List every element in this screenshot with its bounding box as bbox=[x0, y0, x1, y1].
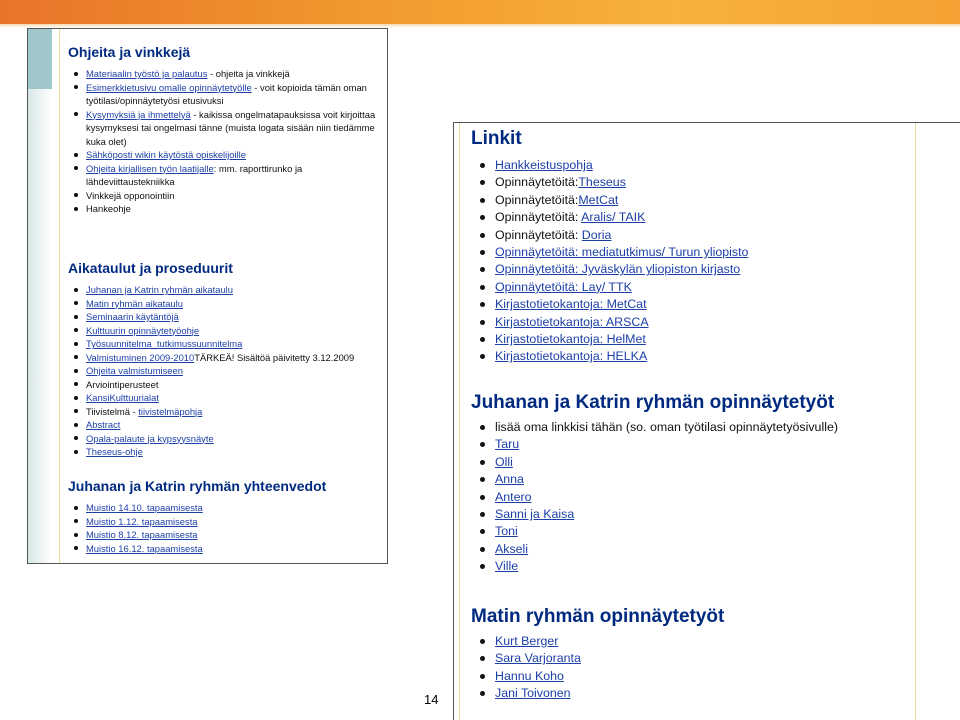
list-item-link[interactable]: Aralis/ TAIK bbox=[581, 210, 646, 225]
list-item-text: Tiivistelmä - bbox=[86, 405, 139, 417]
list-item bbox=[86, 501, 384, 515]
list-item-link[interactable]: Juhanan ja Katrin ryhmän aikataulu bbox=[86, 284, 233, 295]
list-item bbox=[495, 157, 911, 174]
list-item-text: lisää oma linkkisi tähän (so. oman työtilasi opinnäytetyösivulle) bbox=[495, 420, 838, 434]
list-item bbox=[86, 391, 384, 405]
list-item-text: - kaikissa ongelmatapauksissa voit kirjoittaa kysymyksesi tai ongelmasi tänne (muista logata sisään niin tiedämme kuka olet) bbox=[86, 108, 376, 147]
list-item bbox=[86, 67, 384, 81]
list-item-link[interactable]: KansiKulttuurialat bbox=[86, 392, 159, 403]
list-item bbox=[495, 227, 911, 244]
right-panel-frame-line bbox=[915, 123, 916, 720]
list-item bbox=[86, 418, 384, 432]
list-item bbox=[495, 314, 911, 331]
list-item-link[interactable]: Muistio 14.10. tapaamisesta bbox=[86, 502, 203, 513]
list-item-link[interactable]: Muistio 8.12. tapaamisesta bbox=[86, 529, 198, 540]
list-item-link[interactable]: Muistio 16.12. tapaamisesta bbox=[86, 542, 203, 554]
list-item-text: Hankeohje bbox=[86, 203, 131, 214]
slide-page-number: 14 bbox=[424, 692, 439, 707]
section-ohjeita bbox=[68, 43, 384, 216]
list-item bbox=[86, 432, 384, 446]
list-item-link[interactable]: Doria bbox=[581, 227, 612, 242]
section-list bbox=[471, 157, 911, 366]
list-item-link[interactable]: Ville bbox=[495, 559, 519, 574]
list-item-link[interactable]: Kurt Berger bbox=[495, 634, 559, 648]
list-item-link[interactable]: Sähköposti wikin käytöstä opiskelijoille bbox=[86, 149, 246, 160]
list-item-link[interactable]: Kirjastotietokantoja: HELKA bbox=[495, 349, 648, 364]
list-item bbox=[86, 405, 384, 419]
list-item-text: Opinnäytetöitä: bbox=[495, 227, 582, 242]
list-item-link[interactable]: Opinnäytetöitä: mediatutkimus/ Turun yliopisto bbox=[495, 245, 749, 260]
list-item bbox=[86, 364, 384, 378]
section-linkit bbox=[471, 127, 911, 366]
list-item-text: : mm. raporttirunko ja lähdeviittaustekniikka bbox=[86, 162, 303, 187]
list-item bbox=[495, 279, 911, 296]
list-item bbox=[86, 378, 384, 392]
list-item-link[interactable]: Anna bbox=[495, 472, 524, 487]
section-list bbox=[68, 501, 384, 555]
list-item-link[interactable]: Antero bbox=[495, 489, 532, 504]
list-item-link[interactable]: Opinnäytetöitä: Jyväskylän yliopiston kirjasto bbox=[495, 262, 741, 277]
list-item-text: Arviointiperusteet bbox=[86, 378, 159, 390]
section-list bbox=[471, 419, 911, 576]
list-item bbox=[495, 419, 911, 436]
section-list bbox=[68, 67, 384, 216]
list-item bbox=[495, 261, 911, 278]
list-item-link[interactable]: Sanni ja Kaisa bbox=[495, 507, 575, 522]
list-item-link[interactable]: Matin ryhmän aikataulu bbox=[86, 297, 183, 309]
list-item-link[interactable]: Olli bbox=[495, 454, 513, 469]
list-item-text: Opinnäytetöitä: bbox=[495, 175, 579, 190]
list-item-link[interactable]: tiivistelmäpohja bbox=[138, 405, 203, 417]
list-item-link[interactable]: Theseus bbox=[578, 175, 626, 190]
section-juhanan-katrin-opinnaytetyot bbox=[471, 391, 911, 576]
list-item bbox=[86, 189, 384, 203]
list-item bbox=[86, 202, 384, 216]
list-item-text: - voit kopioida tämän oman työtilasi/opinnäytetyösi etusivuksi bbox=[86, 81, 367, 106]
list-item-text: - ohjeita ja vinkkejä bbox=[207, 68, 290, 79]
section-list bbox=[471, 633, 911, 703]
list-item bbox=[495, 331, 911, 348]
list-item-link[interactable]: Kirjastotietokantoja: ARSCA bbox=[495, 314, 649, 329]
list-item-link[interactable]: Opinnäytetöitä: Lay/ TTK bbox=[495, 279, 632, 294]
section-list bbox=[68, 283, 384, 459]
list-item-link[interactable]: Esimerkkietusivu omalle opinnäytetyölle bbox=[86, 81, 252, 93]
list-item-link[interactable]: Toni bbox=[495, 524, 518, 539]
list-item bbox=[86, 515, 384, 529]
left-panel-frame-line bbox=[59, 29, 60, 564]
list-item bbox=[86, 324, 384, 338]
list-item bbox=[495, 541, 911, 558]
section-heading: Juhanan ja Katrin ryhmän yhteenvedot bbox=[68, 478, 327, 494]
list-item-link[interactable]: Taru bbox=[495, 437, 520, 452]
left-panel-accent-strip bbox=[28, 29, 52, 89]
list-item bbox=[86, 542, 384, 556]
list-item-link[interactable]: Ohjeita valmistumiseen bbox=[86, 365, 183, 376]
list-item bbox=[495, 668, 911, 685]
left-wiki-screenshot bbox=[27, 28, 388, 564]
list-item bbox=[86, 310, 384, 324]
list-item bbox=[495, 650, 911, 667]
list-item-link[interactable]: Seminaarin käytäntöjä bbox=[86, 311, 179, 322]
list-item-link[interactable]: Theseus-ohje bbox=[86, 446, 143, 457]
list-item bbox=[495, 685, 911, 702]
list-item-link[interactable]: Valmistuminen 2009-2010 bbox=[86, 351, 195, 363]
list-item bbox=[495, 209, 911, 226]
list-item bbox=[86, 337, 384, 351]
section-matin-opinnaytetyot bbox=[471, 605, 911, 703]
list-item-text: Opinnäytetöitä: bbox=[495, 210, 582, 225]
list-item bbox=[495, 633, 911, 650]
list-item bbox=[495, 523, 911, 540]
list-item bbox=[495, 348, 911, 365]
section-heading: Matin ryhmän opinnäytetyöt bbox=[471, 606, 725, 627]
list-item-link[interactable]: Kirjastotietokantoja: HelMet bbox=[495, 332, 646, 347]
list-item bbox=[495, 454, 911, 471]
list-item-link[interactable]: Abstract bbox=[86, 419, 121, 430]
left-panel-gradient-strip bbox=[28, 89, 52, 564]
right-wiki-screenshot bbox=[453, 122, 960, 720]
list-item bbox=[495, 489, 911, 506]
list-item-text: Opinnäytetöitä: bbox=[495, 192, 579, 207]
list-item bbox=[495, 506, 911, 523]
section-aikataulut bbox=[68, 259, 384, 459]
list-item-link[interactable]: MetCat bbox=[578, 192, 619, 207]
list-item-link[interactable]: Muistio 1.12. tapaamisesta bbox=[86, 515, 198, 527]
list-item bbox=[495, 192, 911, 209]
list-item bbox=[86, 81, 384, 108]
slide-top-bar bbox=[0, 0, 960, 24]
list-item-link[interactable]: Jani Toivonen bbox=[495, 686, 571, 701]
section-heading: Juhanan ja Katrin ryhmän opinnäytetyöt bbox=[471, 392, 835, 413]
list-item-link[interactable]: Kirjastotietokantoja: MetCat bbox=[495, 297, 647, 312]
list-item-link[interactable]: Sara Varjoranta bbox=[495, 651, 581, 666]
list-item bbox=[86, 283, 384, 297]
list-item-link[interactable]: Kulttuurin opinnäytetyöohje bbox=[86, 324, 200, 336]
section-heading: Ohjeita ja vinkkejä bbox=[68, 44, 191, 60]
list-item bbox=[86, 162, 384, 189]
list-item bbox=[86, 297, 384, 311]
list-item bbox=[495, 558, 911, 575]
list-item-link[interactable]: Kysymyksiä ja ihmettelyä bbox=[86, 108, 191, 120]
list-item bbox=[495, 244, 911, 261]
list-item-link[interactable]: Työsuunnitelma_tutkimussuunnitelma bbox=[86, 338, 243, 349]
right-panel-frame-line bbox=[459, 123, 460, 720]
list-item-link[interactable]: Ohjeita kirjallisen työn laatijalle bbox=[86, 162, 214, 174]
list-item-link[interactable]: Materiaalin työstö ja palautus bbox=[86, 68, 208, 79]
list-item-link[interactable]: Opala-palaute ja kypsyysnäyte bbox=[86, 432, 214, 444]
list-item bbox=[495, 174, 911, 191]
list-item bbox=[86, 445, 384, 459]
list-item bbox=[86, 351, 384, 365]
list-item bbox=[495, 471, 911, 488]
section-heading: Aikataulut ja proseduurit bbox=[68, 260, 233, 276]
list-item-link[interactable]: Hannu Koho bbox=[495, 668, 564, 683]
section-heading: Linkit bbox=[471, 128, 522, 149]
list-item-link[interactable]: Akseli bbox=[495, 541, 529, 556]
list-item bbox=[495, 296, 911, 313]
list-item-text: Vinkkejä opponointiin bbox=[86, 189, 175, 201]
list-item bbox=[495, 436, 911, 453]
list-item bbox=[86, 148, 384, 162]
list-item bbox=[86, 108, 384, 149]
list-item bbox=[86, 528, 384, 542]
list-item-link[interactable]: Hankkeistuspohja bbox=[495, 158, 593, 172]
section-yhteenvedot bbox=[68, 477, 384, 555]
list-item-text: TÄRKEÄ! Sisältöä päivitetty 3.12.2009 bbox=[194, 351, 355, 363]
